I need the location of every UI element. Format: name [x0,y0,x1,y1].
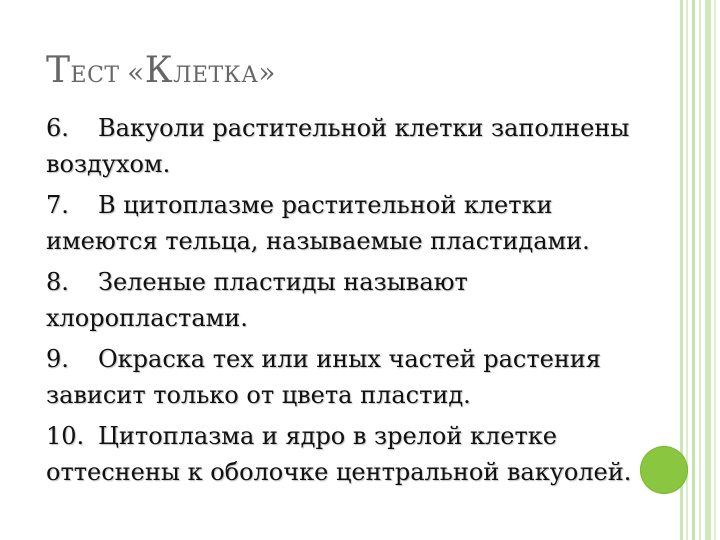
title-part: ЛЕТКА [173,63,259,88]
title-first-letter: Т [46,50,71,91]
statement-text-line1: Окраска тех или иных частей растения [98,345,601,373]
statement-list [46,110,676,495]
statement-number: 7. [46,191,69,219]
statement-item [46,264,676,336]
decorative-stripe [692,0,695,540]
statement-text-line2: имеются тельца, называемые пластидами. [46,227,590,255]
statement-text-line1: Зеленые пластиды называют [98,268,468,296]
statement-item [46,341,676,413]
statement-text-line2: оттеснены к оболочке центральной вакуолей. [46,458,632,486]
title-close-quote: » [258,56,277,89]
statement-number: 6. [46,114,69,142]
statement-item [46,187,676,259]
statement-text-line2: зависит только от цвета пластид. [46,381,471,409]
statement-number: 10. [46,422,85,450]
statement-number: 8. [46,268,69,296]
statement-text-line1: Вакуоли растительной клетки заполнены [98,114,630,142]
statement-text-line2: воздухом. [46,150,171,178]
statement-text-line2: хлоропластами. [46,304,248,332]
decorative-circle [640,446,688,494]
decorative-stripe [705,0,711,540]
decorative-stripe [699,0,701,540]
statement-text-line1: В цитоплазме растительной клетки [98,191,553,219]
statement-item [46,418,676,490]
title-second-letter: К [144,50,174,91]
decorative-stripe [686,0,688,540]
slide-title [46,50,276,91]
title-open-quote: « [127,56,145,89]
statement-text-line1: Цитоплазма и ядро в зрелой клетке [98,422,557,450]
statement-item [46,110,676,182]
statement-number: 9. [46,345,69,373]
title-part: ЕСТ [70,63,128,88]
decorative-stripe [714,0,716,540]
